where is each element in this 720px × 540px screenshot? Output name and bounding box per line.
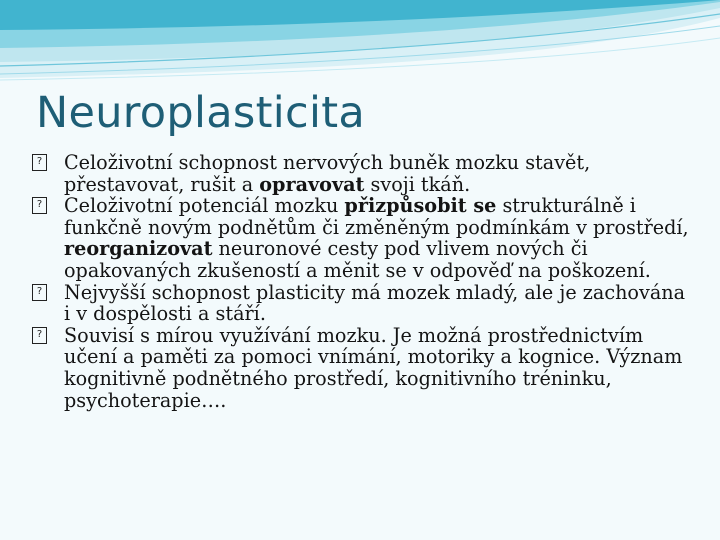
bullet-paragraph xyxy=(32,325,692,411)
emphasized-text: opravovat xyxy=(259,172,365,196)
slide-title: Neuroplasticita xyxy=(36,88,366,138)
paragraph-text: Souvisí s mírou využívání mozku. Je možná prostřednictvím učení a paměti za pomoci vnímání, motoriky a kognice. Význam kognitivně podnětného prostředí, kognitivního tréninku, psychoterapie…. xyxy=(64,323,683,412)
bullet-box-icon: ? xyxy=(32,327,47,344)
emphasized-text: přizpůsobit se xyxy=(344,194,497,218)
bullet-list xyxy=(32,152,692,411)
header-wave-decoration xyxy=(0,0,720,90)
bullet-box-icon: ? xyxy=(32,284,47,301)
paragraph-text: svoji tkáň. xyxy=(364,172,471,196)
bullet-box-icon: ? xyxy=(32,197,47,214)
bullet-paragraph xyxy=(32,195,692,281)
paragraph-text: Nejvyšší schopnost plasticity má mozek mladý, ale je zachována i v dospělosti a stáří. xyxy=(64,280,686,326)
bullet-paragraph xyxy=(32,282,692,325)
bullet-paragraph xyxy=(32,152,692,195)
paragraph-text: neuronové cesty pod vlivem nových či opakovaných zkušeností a měnit se v odpověď na poškození. xyxy=(64,237,651,282)
emphasized-text: reorganizovat xyxy=(64,237,213,261)
paragraph-text: Celoživotní potenciál mozku xyxy=(64,194,345,218)
bullet-box-icon: ? xyxy=(32,154,47,171)
paragraph-text: Celoživotní schopnost nervových buněk mozku stavět, přestavovat, rušit a xyxy=(64,151,591,196)
paragraph-text: strukturálně i funkčně novým podnětům či změněným podmínkám v prostředí, xyxy=(64,194,689,239)
